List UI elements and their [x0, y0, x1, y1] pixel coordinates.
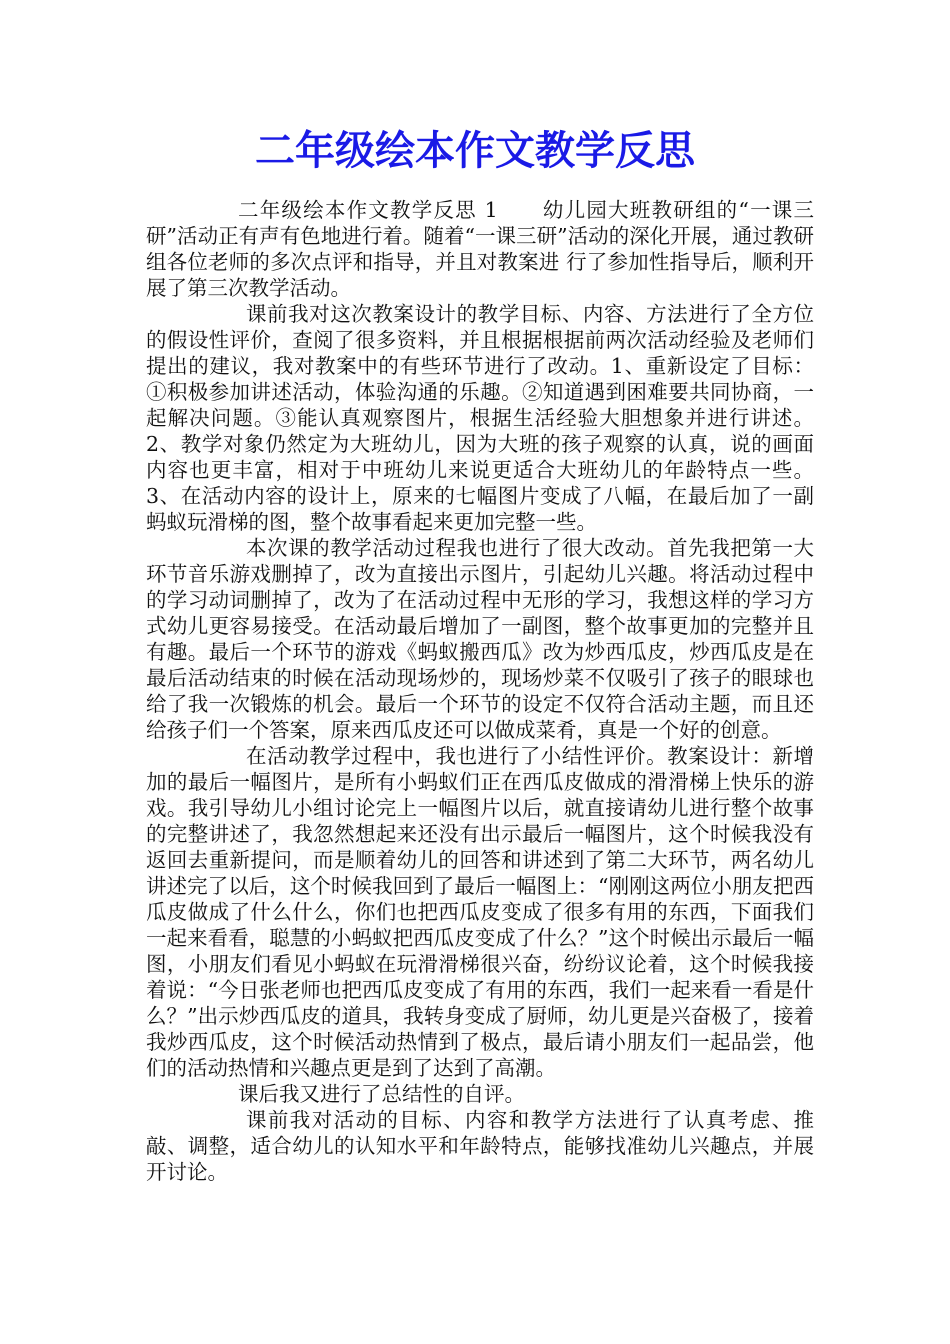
paragraph-1-lead: 二年级绘本作文教学反思 1	[238, 198, 498, 222]
paragraph-2: 课前我对这次教案设计的教学目标、内容、方法进行了全方位的假设性评价，查阅了很多资料，并且根据根据前两次活动经验及老师们提出的建议，我对教案中的有些环节进行了改动。1、重新设定了目标：①积极参加讲述活动，体验沟通的乐趣。②知道遇到困难要共同协商，一起解决问题。③能认真观察图片，根据生活经验大胆想象并进行讲述。2、教学对象仍然定为大班幼儿，因为大班的孩子观察的认真，说的画面内容也更丰富，相对于中班幼儿来说更适合大班幼儿的年龄特点一些。3、在活动内容的设计上，原来的七幅图片变成了八幅，在最后加了一副蚂蚁玩滑梯的图，整个故事看起来更加完整一些。	[146, 302, 814, 534]
paragraph-6: 课前我对活动的目标、内容和教学方法进行了认真考虑、推敲、调整，适合幼儿的认知水平和年龄特点，能够找准幼儿兴趣点，并展开讨论。	[146, 1108, 814, 1184]
paragraph-1-text: 幼儿园大班教研组的“一课三研”活动正有声有色地进行着。随着“一课三研”活动的深化开展，通过教研组各位老师的多次点评和指导，并且对教案进 行了参加性指导后，顺利开展了第三次教学活动。	[146, 198, 815, 300]
paragraph-4: 在活动教学过程中，我也进行了小结性评价。教案设计：新增加的最后一幅图片，是所有小蚂蚁们正在西瓜皮做成的滑滑梯上快乐的游戏。我引导幼儿小组讨论完上一幅图片以后，就直接请幼儿进行整个故事的完整讲述了，我忽然想起来还没有出示最后一幅图片，这个时候我没有返回去重新提问，而是顺着幼儿的回答和讲述到了第二大环节，两名幼儿讲述完了以后，这个时候我回到了最后一幅图上：“刚刚这两位小朋友把西瓜皮做成了什么什么，你们也把西瓜皮变成了很多有用的东西，下面我们一起来看看，聪慧的小蚂蚁把西瓜皮变成了什么？”这个时候出示最后一幅图，小朋友们看见小蚂蚁在玩滑滑梯很兴奋，纷纷议论着，这个时候我接着说：“今日张老师也把西瓜皮变成了有用的东西，我们一起来看一看是什么？”出示炒西瓜皮的道具，我转身变成了厨师，幼儿更是兴奋极了，接着我炒西瓜皮，这个时候活动热情到了极点，最后请小朋友们一起品尝，他们的活动热情和兴趣点更是到了达到了高潮。	[146, 744, 814, 1080]
document-body	[146, 197, 814, 1185]
paragraph-1	[146, 197, 814, 301]
paragraph-3: 本次课的教学活动过程我也进行了很大改动。首先我把第一大环节音乐游戏删掉了，改为直接出示图片，引起幼儿兴趣。将活动过程中的学习动词删掉了，改为了在活动过程中无形的学习，我想这样的学习方式幼儿更容易接受。在活动最后增加了一副图，整个故事更加的完整并且有趣。最后一个环节的游戏《蚂蚁搬西瓜》改为炒西瓜皮，炒西瓜皮是在最后活动结束的时候在活动现场炒的，现场炒菜不仅吸引了孩子的眼球也给了我一次锻炼的机会。最后一个环节的设定不仅符合活动主题，而且还给孩子们一个答案，原来西瓜皮还可以做成菜肴，真是一个好的创意。	[146, 536, 814, 742]
document-title: 二年级绘本作文教学反思	[255, 127, 695, 174]
paragraph-5: 课后我又进行了总结性的自评。	[238, 1082, 525, 1106]
